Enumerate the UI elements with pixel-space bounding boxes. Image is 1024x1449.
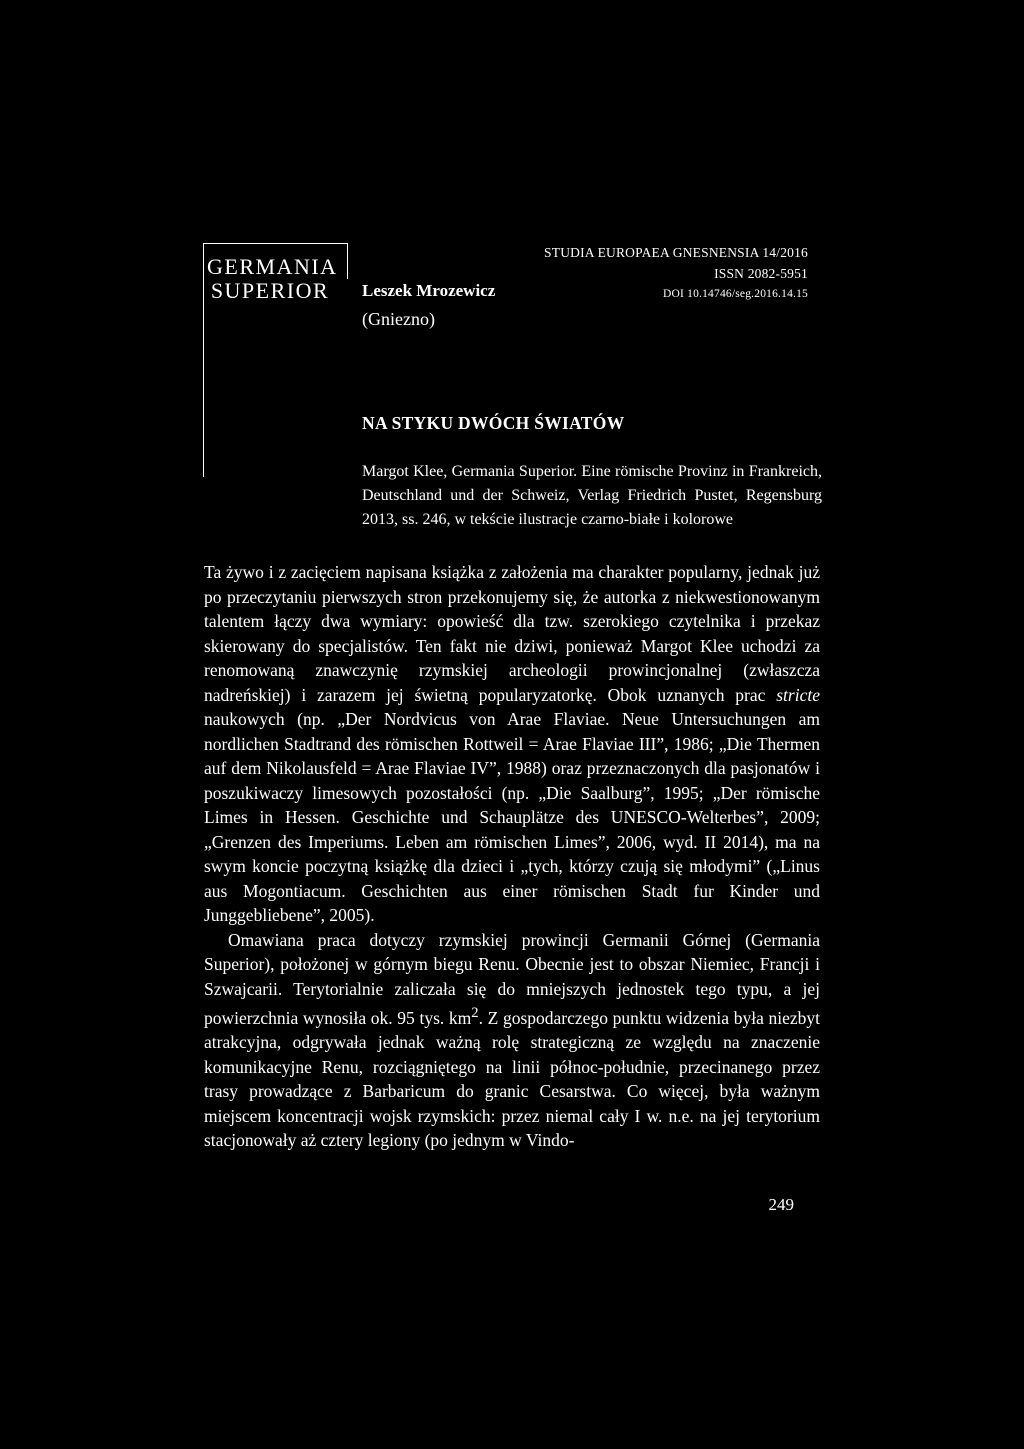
paragraph-1-italic: stricte [776, 684, 820, 705]
page-number: 249 [768, 1195, 794, 1214]
author-block [362, 277, 495, 333]
section-frame-right-rule [347, 243, 348, 279]
paragraph-2 [204, 928, 820, 1153]
issn: ISSN 2082-5951 [714, 265, 808, 281]
section-title-line1: GERMANIA [207, 254, 338, 279]
paragraph-2-text-b: . Z gospodarczego punktu widzenia była niezbyt atrakcyjna, odgrywała jednak ważną rolę strategiczną ze względu na znaczenie komunikacyjne Renu, rozciągniętego na linii północ-południe, przecinanego przez trasy prowadzące z Barbaricum do granic Cesarstwa. Co więcej, była ważnym miejscem koncentracji wojsk rzymskich: przez niemal cały I w. n.e. na jej terytorium stacjonowały aż cztery legiony (po jednym w Vindo- [204, 1007, 821, 1151]
doi: DOI 10.14746/seg.2016.14.15 [663, 288, 808, 300]
book-reference: Margot Klee, Germania Superior. Eine römische Provinz in Frankreich, Deutschland und der Schweiz, Verlag Friedrich Pustet, Regensburg 2013, ss. 246, w tekście ilustracje czarno-białe i kolorowe [362, 463, 822, 528]
author-affiliation: (Gniezno) [362, 309, 435, 329]
paragraph-2-superscript: 2 [471, 1005, 479, 1021]
journal-name: STUDIA EUROPAEA GNESNENSIA 14/2016 [544, 245, 808, 260]
section-frame-top-rule [203, 243, 347, 244]
paragraph-1-text-b: naukowych (np. „Der Nordvicus von Arae Flaviae. Neue Untersuchungen am nordlichen Stadtrand des römischen Rottweil = Arae Flaviae III”, 1986; „Die Thermen auf dem Nikolausfeld = Arae Flaviae IV”, 1988) oraz przeznaczonych dla pasjonatów i poszukiwaczy limesowych pozostałości (np. „Die Saalburg”, 1995; „Der römische Limes in Hessen. Geschichte und Schauplätze des UNESCO-Welterbes”, 2009; „Grenzen des Imperiums. Leben am römischen Limes”, 2006, wyd. II 2014), ma na swym koncie poczytną książkę dla dzieci i „tych, którzy czują się młodymi” („Linus aus Mogontiacum. Geschichten aus einer römischen Stadt fur Kinder und Junggebliebene”, 2005). [204, 709, 820, 925]
section-frame-left-rule [203, 243, 204, 477]
journal-header [544, 243, 808, 305]
section-title-line2: SUPERIOR [210, 278, 330, 303]
paragraph-1 [204, 560, 820, 928]
section-title [207, 254, 338, 303]
article-body [204, 560, 820, 1153]
article-title: NA STYKU DWÓCH ŚWIATÓW [362, 413, 625, 433]
paragraph-1-text-a: Ta żywo i z zacięciem napisana książka z założenia ma charakter popularny, jednak już po przeczytaniu pierwszych stron przekonujemy się, że autorka z niekwestionowanym talentem łączy dwa wymiary: opowieść dla tzw. szerokiego czytelnika i przekaz skierowany do specjalistów. Ten fakt nie dziwi, ponieważ Margot Klee uchodzi za renomowaną znawczynię rzymskiej archeologii prowincjonalnej (zwłaszcza nadreńskiej) i zarazem jej świetną popularyzatorkę. Obok uznanych prac [204, 562, 820, 705]
paragraph-2-text-a: Omawiana praca dotyczy rzymskiej prowincji Germanii Górnej (Germania Superior), położonej w górnym biegu Renu. Obecnie jest to obszar Niemiec, Francji i Szwajcarii. Terytorialnie zaliczała się do mniejszych jednostek tego typu, a jej powierzchnia wynosiła ok. 95 tys. km [204, 929, 820, 1028]
author-name: Leszek Mrozewicz [362, 281, 496, 300]
